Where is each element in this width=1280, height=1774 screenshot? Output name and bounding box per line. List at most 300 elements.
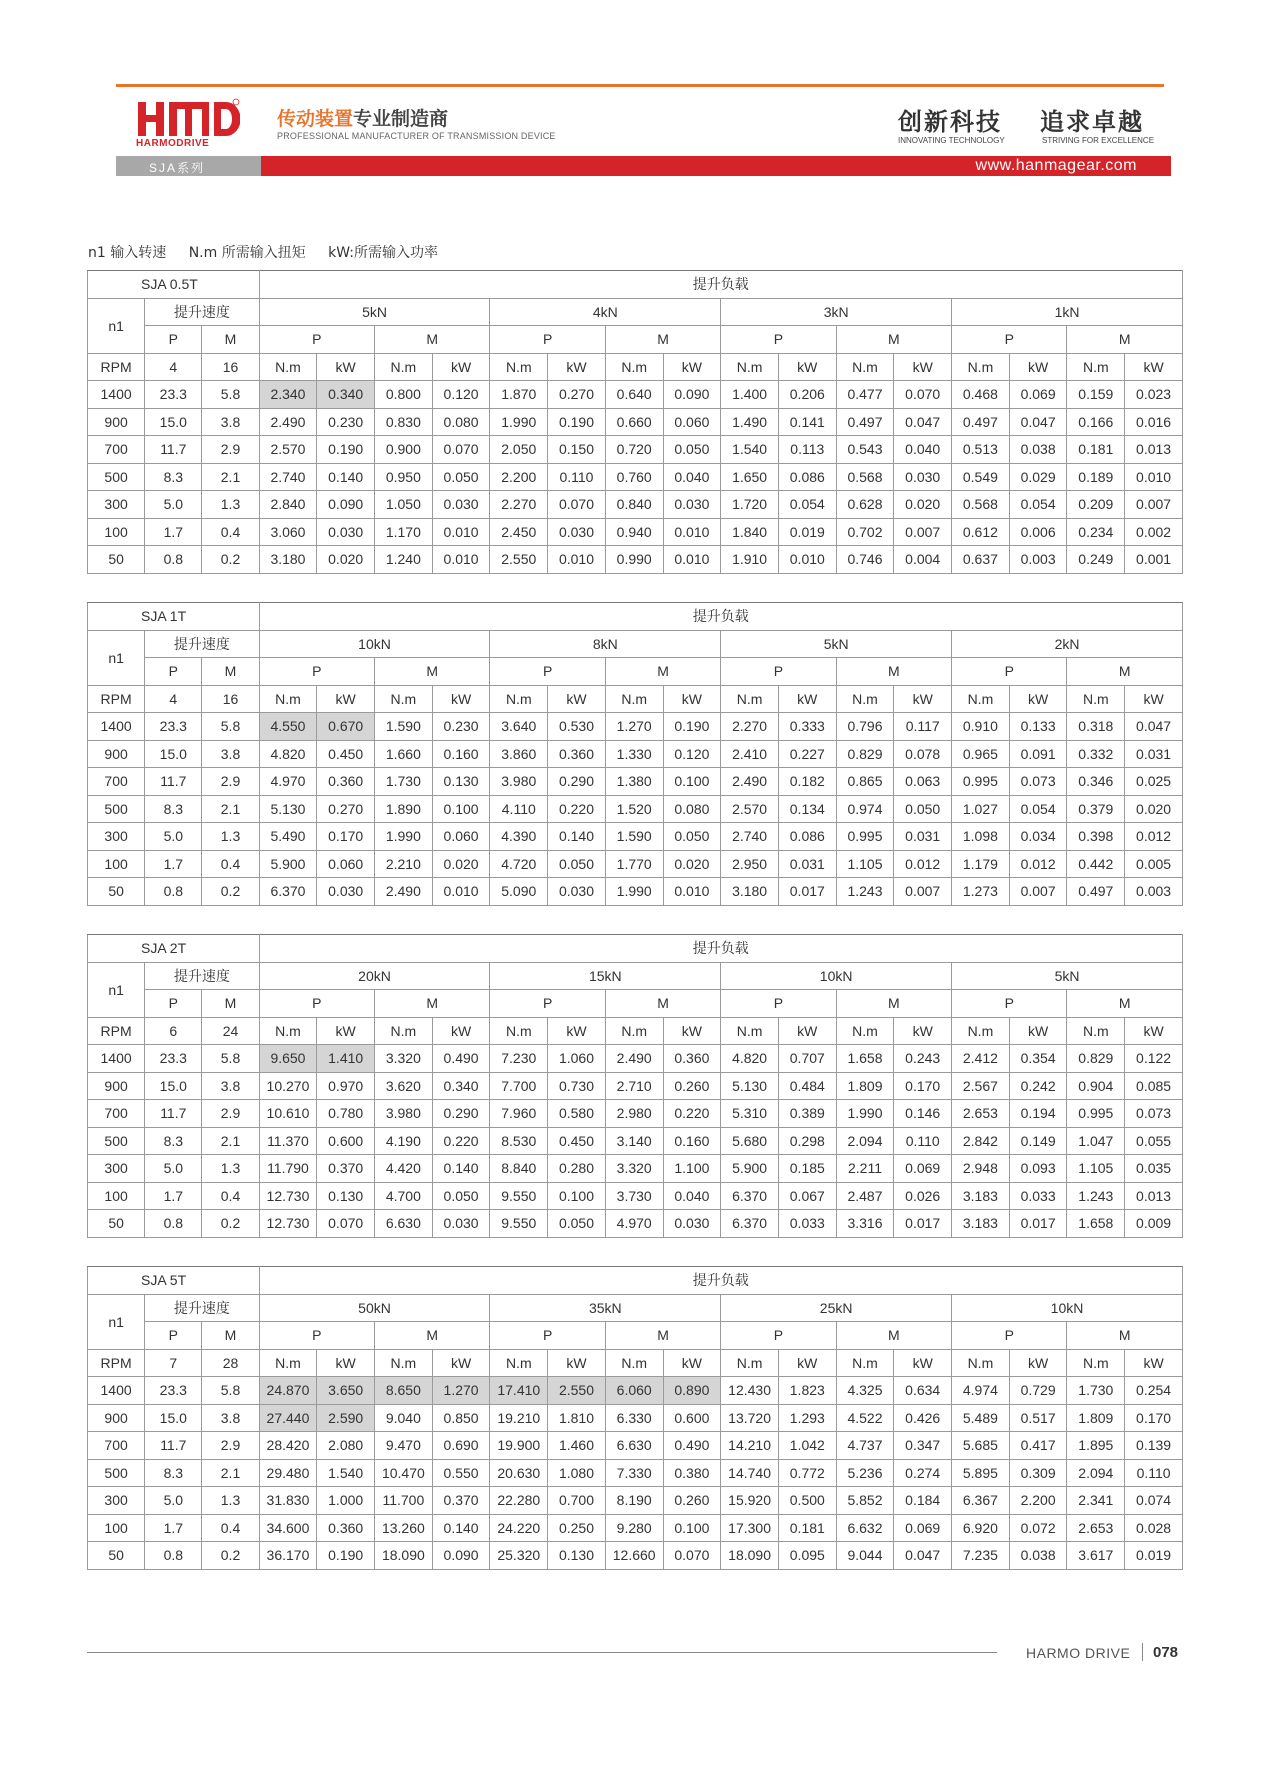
table-cell: 0.140 <box>317 463 375 491</box>
table-cell: 0.230 <box>432 713 490 741</box>
table-cell: 1.990 <box>836 1100 894 1128</box>
p-group-header: P <box>259 658 374 686</box>
p-group-header: P <box>490 326 605 354</box>
table-cell: 8.3 <box>145 795 202 823</box>
table-cell: 0.012 <box>1125 823 1183 851</box>
table-cell: 0.309 <box>1009 1459 1067 1487</box>
table-row <box>88 1072 1183 1100</box>
table-cell: 0.029 <box>1009 463 1067 491</box>
table-cell: 1.243 <box>836 878 894 906</box>
table-header-row <box>88 1294 1183 1322</box>
table-cell: 3.860 <box>490 740 548 768</box>
table-cell: 0.4 <box>202 850 259 878</box>
unit-kw: kW <box>663 353 721 381</box>
m-header: M <box>202 326 259 354</box>
table-cell: 0.340 <box>317 381 375 409</box>
table-cell: 0.333 <box>778 713 836 741</box>
table-cell: 0.530 <box>548 713 606 741</box>
table-cell: 0.189 <box>1067 463 1125 491</box>
table-row <box>88 823 1183 851</box>
rpm-value: 500 <box>88 1127 145 1155</box>
table-cell: 0.637 <box>952 546 1010 574</box>
unit-kw: kW <box>548 1349 606 1377</box>
table-row <box>88 1210 1183 1238</box>
table-cell: 0.001 <box>1125 546 1183 574</box>
unit-kw: kW <box>432 1017 490 1045</box>
lift-load-header: 提升负载 <box>259 271 1182 299</box>
table-cell: 1.050 <box>375 491 433 519</box>
table-cell: 5.8 <box>202 381 259 409</box>
rpm-value: 500 <box>88 795 145 823</box>
table-cell: 22.280 <box>490 1487 548 1515</box>
table-cell: 2.948 <box>952 1155 1010 1183</box>
table-cell: 5.895 <box>952 1459 1010 1487</box>
table-cell: 12.430 <box>721 1377 779 1405</box>
table-cell: 0.003 <box>1125 878 1183 906</box>
table-cell: 7.330 <box>605 1459 663 1487</box>
table-cell: 2.270 <box>721 713 779 741</box>
table-cell: 0.800 <box>375 381 433 409</box>
units-legend <box>88 242 456 262</box>
table-cell: 0.270 <box>317 795 375 823</box>
table-cell: 2.490 <box>721 768 779 796</box>
table-cell: 0.965 <box>952 740 1010 768</box>
table-row <box>88 1404 1183 1432</box>
unit-kw: kW <box>432 1349 490 1377</box>
header-rule <box>116 84 1164 87</box>
table-cell: 0.974 <box>836 795 894 823</box>
table-cell: 0.500 <box>778 1487 836 1515</box>
table-cell: 0.950 <box>375 463 433 491</box>
table-cell: 0.017 <box>1009 1210 1067 1238</box>
load-header: 10kN <box>259 630 490 658</box>
table-cell: 5.0 <box>145 1487 202 1515</box>
table-cell: 13.720 <box>721 1404 779 1432</box>
table-header-row <box>88 326 1183 354</box>
ratio-m: 16 <box>202 353 259 381</box>
unit-nm: N.m <box>1067 1349 1125 1377</box>
table-cell: 2.842 <box>952 1127 1010 1155</box>
table-cell: 2.200 <box>490 463 548 491</box>
table-cell: 2.080 <box>317 1432 375 1460</box>
rpm-value: 500 <box>88 463 145 491</box>
table-cell: 0.2 <box>202 1210 259 1238</box>
hmd-logo-icon <box>136 98 240 142</box>
load-header: 3kN <box>721 298 952 326</box>
table-cell: 1.3 <box>202 1155 259 1183</box>
table-cell: 0.166 <box>1067 408 1125 436</box>
table-cell: 2.567 <box>952 1072 1010 1100</box>
table-cell: 0.080 <box>663 795 721 823</box>
rpm-value: 700 <box>88 1100 145 1128</box>
unit-nm: N.m <box>1067 685 1125 713</box>
unit-nm: N.m <box>605 1017 663 1045</box>
table-cell: 0.020 <box>663 850 721 878</box>
table-cell: 0.230 <box>317 408 375 436</box>
table-cell: 2.1 <box>202 1127 259 1155</box>
table-cell: 0.2 <box>202 878 259 906</box>
unit-nm: N.m <box>721 1349 779 1377</box>
table-cell: 15.0 <box>145 1072 202 1100</box>
table-cell: 0.023 <box>1125 381 1183 409</box>
legend-kw: kW:所需输入功率 <box>328 245 439 261</box>
table-cell: 0.160 <box>663 1127 721 1155</box>
ratio-p: 4 <box>145 353 202 381</box>
table-cell: 0.580 <box>548 1100 606 1128</box>
table-cell: 0.031 <box>894 823 952 851</box>
table-cell: 0.170 <box>894 1072 952 1100</box>
table-cell: 2.1 <box>202 1459 259 1487</box>
table-cell: 0.130 <box>548 1542 606 1570</box>
table-cell: 0.242 <box>1009 1072 1067 1100</box>
table-cell: 0.030 <box>548 518 606 546</box>
table-cell: 0.904 <box>1067 1072 1125 1100</box>
lift-load-header: 提升负载 <box>259 935 1182 963</box>
rpm-value: 300 <box>88 823 145 851</box>
table-cell: 3.980 <box>375 1100 433 1128</box>
table-header-row <box>88 990 1183 1018</box>
load-header: 5kN <box>721 630 952 658</box>
table-cell: 1.840 <box>721 518 779 546</box>
p-group-header: P <box>259 326 374 354</box>
unit-nm: N.m <box>375 1349 433 1377</box>
table-cell: 0.069 <box>894 1155 952 1183</box>
m-group-header: M <box>605 658 720 686</box>
unit-kw: kW <box>663 1349 721 1377</box>
table-header-row <box>88 962 1183 990</box>
table-cell: 17.300 <box>721 1514 779 1542</box>
table-cell: 8.3 <box>145 1459 202 1487</box>
load-header: 4kN <box>490 298 721 326</box>
table-cell: 7.235 <box>952 1542 1010 1570</box>
table-cell: 11.7 <box>145 436 202 464</box>
table-cell: 0.8 <box>145 1210 202 1238</box>
table-cell: 0.038 <box>1009 1542 1067 1570</box>
rpm-value: 900 <box>88 740 145 768</box>
p-header: P <box>145 990 202 1018</box>
table-cell: 0.249 <box>1067 546 1125 574</box>
table-cell: 0.017 <box>894 1210 952 1238</box>
table-cell: 9.550 <box>490 1210 548 1238</box>
table-cell: 0.354 <box>1009 1045 1067 1073</box>
table-cell: 2.490 <box>375 878 433 906</box>
table-cell: 0.8 <box>145 1542 202 1570</box>
table-cell: 1.520 <box>605 795 663 823</box>
table-cell: 0.009 <box>1125 1210 1183 1238</box>
table-cell: 0.417 <box>1009 1432 1067 1460</box>
table-cell: 2.9 <box>202 768 259 796</box>
table-cell: 0.170 <box>1125 1404 1183 1432</box>
table-cell: 0.270 <box>548 381 606 409</box>
table-cell: 5.236 <box>836 1459 894 1487</box>
table-cell: 1.7 <box>145 518 202 546</box>
table-cell: 2.653 <box>952 1100 1010 1128</box>
table-cell: 1.990 <box>605 878 663 906</box>
table-cell: 0.318 <box>1067 713 1125 741</box>
table-header-row <box>88 1349 1183 1377</box>
unit-nm: N.m <box>952 353 1010 381</box>
p-group-header: P <box>490 658 605 686</box>
table-cell: 0.194 <box>1009 1100 1067 1128</box>
table-cell: 0.120 <box>663 740 721 768</box>
table-cell: 0.069 <box>894 1514 952 1542</box>
table-cell: 1.243 <box>1067 1182 1125 1210</box>
table-cell: 0.450 <box>548 1127 606 1155</box>
table-cell: 1.7 <box>145 1182 202 1210</box>
table-cell: 3.183 <box>952 1182 1010 1210</box>
table-cell: 11.7 <box>145 1432 202 1460</box>
table-cell: 0.100 <box>663 1514 721 1542</box>
table-cell: 0.050 <box>432 1182 490 1210</box>
table-cell: 0.110 <box>548 463 606 491</box>
table-cell: 4.970 <box>605 1210 663 1238</box>
unit-kw: kW <box>548 353 606 381</box>
table-cell: 0.074 <box>1125 1487 1183 1515</box>
spec-table <box>87 602 1183 906</box>
table-cell: 5.130 <box>259 795 317 823</box>
table-cell: 0.497 <box>952 408 1010 436</box>
website-link[interactable]: www.hanmagear.com <box>975 157 1137 174</box>
table-cell: 0.190 <box>663 713 721 741</box>
table-row <box>88 1182 1183 1210</box>
table-cell: 2.450 <box>490 518 548 546</box>
unit-nm: N.m <box>490 685 548 713</box>
table-cell: 11.790 <box>259 1155 317 1183</box>
unit-nm: N.m <box>721 685 779 713</box>
table-cell: 0.117 <box>894 713 952 741</box>
m-header: M <box>202 1322 259 1350</box>
table-cell: 1.910 <box>721 546 779 574</box>
table-cell: 12.730 <box>259 1182 317 1210</box>
table-cell: 0.497 <box>1067 878 1125 906</box>
table-cell: 0.080 <box>432 408 490 436</box>
m-group-header: M <box>836 658 951 686</box>
rpm-value: 50 <box>88 878 145 906</box>
table-cell: 0.100 <box>548 1182 606 1210</box>
m-group-header: M <box>1067 1322 1183 1350</box>
table-cell: 0.829 <box>1067 1045 1125 1073</box>
table-header-row <box>88 1267 1183 1295</box>
table-cell: 0.290 <box>432 1100 490 1128</box>
table-cell: 1.590 <box>375 713 433 741</box>
table-cell: 0.028 <box>1125 1514 1183 1542</box>
table-cell: 1.027 <box>952 795 1010 823</box>
p-group-header: P <box>952 1322 1067 1350</box>
unit-kw: kW <box>317 1017 375 1045</box>
table-cell: 2.740 <box>721 823 779 851</box>
table-cell: 8.3 <box>145 463 202 491</box>
load-header: 25kN <box>721 1294 952 1322</box>
rpm-value: 1400 <box>88 1045 145 1073</box>
table-cell: 0.829 <box>836 740 894 768</box>
m-group-header: M <box>375 1322 490 1350</box>
table-cell: 0.940 <box>605 518 663 546</box>
table-cell: 0.568 <box>836 463 894 491</box>
table-cell: 11.7 <box>145 768 202 796</box>
table-cell: 1.895 <box>1067 1432 1125 1460</box>
unit-kw: kW <box>1009 1017 1067 1045</box>
unit-kw: kW <box>317 353 375 381</box>
m-group-header: M <box>1067 990 1183 1018</box>
table-cell: 0.095 <box>778 1542 836 1570</box>
table-cell: 8.530 <box>490 1127 548 1155</box>
p-group-header: P <box>721 1322 836 1350</box>
slogan-excellence-cn: 追求卓越 <box>1040 107 1144 136</box>
table-cell: 3.180 <box>259 546 317 574</box>
table-cell: 2.1 <box>202 795 259 823</box>
table-cell: 0.035 <box>1125 1155 1183 1183</box>
table-cell: 1.7 <box>145 850 202 878</box>
table-cell: 0.050 <box>663 823 721 851</box>
table-cell: 0.660 <box>605 408 663 436</box>
table-cell: 0.030 <box>548 878 606 906</box>
load-header: 10kN <box>952 1294 1183 1322</box>
table-cell: 7.700 <box>490 1072 548 1100</box>
tagline-rest: 专业制造商 <box>353 108 449 130</box>
table-cell: 1.540 <box>317 1459 375 1487</box>
table-cell: 0.050 <box>663 436 721 464</box>
table-cell: 1.047 <box>1067 1127 1125 1155</box>
table-cell: 0.113 <box>778 436 836 464</box>
unit-kw: kW <box>894 1017 952 1045</box>
table-cell: 9.040 <box>375 1404 433 1432</box>
table-cell: 18.090 <box>721 1542 779 1570</box>
spec-table <box>87 934 1183 1238</box>
table-cell: 6.630 <box>605 1432 663 1460</box>
table-cell: 0.020 <box>894 491 952 519</box>
m-group-header: M <box>836 990 951 1018</box>
table-cell: 0.040 <box>663 1182 721 1210</box>
table-cell: 0.006 <box>1009 518 1067 546</box>
n1-header: n1 <box>88 1294 145 1349</box>
table-cell: 0.090 <box>663 381 721 409</box>
table-cell: 0.047 <box>894 1542 952 1570</box>
table-cell: 0.170 <box>317 823 375 851</box>
table-cell: 3.180 <box>721 878 779 906</box>
m-group-header: M <box>836 326 951 354</box>
table-cell: 0.182 <box>778 768 836 796</box>
table-cell: 0.007 <box>894 878 952 906</box>
p-header: P <box>145 658 202 686</box>
p-group-header: P <box>721 658 836 686</box>
table-cell: 10.470 <box>375 1459 433 1487</box>
table-row <box>88 713 1183 741</box>
table-cell: 0.332 <box>1067 740 1125 768</box>
table-cell: 1.410 <box>317 1045 375 1073</box>
table-cell: 0.254 <box>1125 1377 1183 1405</box>
table-cell: 9.650 <box>259 1045 317 1073</box>
table-cell: 1.810 <box>548 1404 606 1432</box>
table-cell: 0.140 <box>548 823 606 851</box>
table-cell: 0.010 <box>663 518 721 546</box>
unit-kw: kW <box>432 353 490 381</box>
table-cell: 0.490 <box>432 1045 490 1073</box>
table-cell: 0.110 <box>894 1127 952 1155</box>
table-cell: 4.110 <box>490 795 548 823</box>
table-cell: 0.047 <box>1125 713 1183 741</box>
table-cell: 0.030 <box>663 1210 721 1238</box>
table-cell: 0.069 <box>1009 381 1067 409</box>
tagline-highlight: 传动装置 <box>277 108 354 130</box>
table-cell: 0.477 <box>836 381 894 409</box>
table-cell: 5.900 <box>721 1155 779 1183</box>
slogan-innovation-en: INNOVATING TECHNOLOGY <box>898 136 1005 145</box>
table-cell: 0.010 <box>663 878 721 906</box>
table-cell: 0.8 <box>145 878 202 906</box>
table-row <box>88 795 1183 823</box>
table-cell: 0.093 <box>1009 1155 1067 1183</box>
table-cell: 3.640 <box>490 713 548 741</box>
table-cell: 0.995 <box>1067 1100 1125 1128</box>
table-cell: 0.628 <box>836 491 894 519</box>
table-cell: 4.390 <box>490 823 548 851</box>
table-cell: 0.047 <box>1009 408 1067 436</box>
table-cell: 0.063 <box>894 768 952 796</box>
table-cell: 34.600 <box>259 1514 317 1542</box>
unit-nm: N.m <box>605 685 663 713</box>
table-cell: 0.030 <box>317 878 375 906</box>
table-cell: 3.140 <box>605 1127 663 1155</box>
rpm-value: 50 <box>88 546 145 574</box>
table-cell: 0.019 <box>778 518 836 546</box>
table-cell: 17.410 <box>490 1377 548 1405</box>
table-cell: 4.190 <box>375 1127 433 1155</box>
table-cell: 11.7 <box>145 1100 202 1128</box>
table-cell: 9.550 <box>490 1182 548 1210</box>
table-cell: 6.920 <box>952 1514 1010 1542</box>
table-cell: 0.050 <box>548 850 606 878</box>
table-cell: 0.513 <box>952 436 1010 464</box>
table-cell: 7.960 <box>490 1100 548 1128</box>
table-cell: 1.3 <box>202 1487 259 1515</box>
table-cell: 6.630 <box>375 1210 433 1238</box>
model-name: SJA 5T <box>88 1267 260 1295</box>
table-cell: 14.740 <box>721 1459 779 1487</box>
table-cell: 23.3 <box>145 1045 202 1073</box>
table-cell: 0.549 <box>952 463 1010 491</box>
table-cell: 10.610 <box>259 1100 317 1128</box>
m-group-header: M <box>375 326 490 354</box>
table-header-row <box>88 271 1183 299</box>
table-cell: 0.019 <box>1125 1542 1183 1570</box>
table-cell: 0.227 <box>778 740 836 768</box>
table-cell: 13.260 <box>375 1514 433 1542</box>
table-cell: 0.550 <box>432 1459 490 1487</box>
table-cell: 9.470 <box>375 1432 433 1460</box>
table-cell: 0.060 <box>317 850 375 878</box>
rpm-value: 300 <box>88 1487 145 1515</box>
table-cell: 0.050 <box>548 1210 606 1238</box>
unit-nm: N.m <box>836 1349 894 1377</box>
table-cell: 1.730 <box>1067 1377 1125 1405</box>
table-cell: 19.210 <box>490 1404 548 1432</box>
table-cell: 0.280 <box>548 1155 606 1183</box>
table-cell: 2.570 <box>721 795 779 823</box>
table-cell: 12.730 <box>259 1210 317 1238</box>
table-cell: 0.031 <box>778 850 836 878</box>
table-cell: 15.0 <box>145 1404 202 1432</box>
unit-nm: N.m <box>375 685 433 713</box>
table-row <box>88 1100 1183 1128</box>
table-row <box>88 1432 1183 1460</box>
unit-nm: N.m <box>259 353 317 381</box>
ratio-m: 16 <box>202 685 259 713</box>
table-cell: 0.012 <box>1009 850 1067 878</box>
table-cell: 8.840 <box>490 1155 548 1183</box>
rpm-header: RPM <box>88 1349 145 1377</box>
table-cell: 0.600 <box>317 1127 375 1155</box>
p-group-header: P <box>952 326 1067 354</box>
